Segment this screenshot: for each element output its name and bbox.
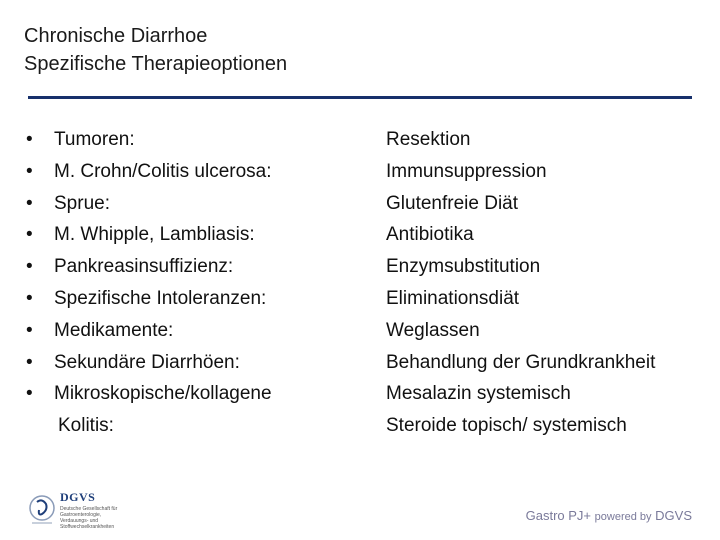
therapy-item: Weglassen [386,319,480,341]
bullet: • [26,383,33,405]
condition-item [26,124,366,156]
slide-title [24,22,287,78]
condition-text: Medikamente: [54,319,174,341]
therapy-item: Immunsuppression [386,160,547,182]
bullet: • [26,224,33,246]
condition-item [26,347,366,379]
condition-text: Mikroskopische/kollagene [54,383,272,405]
bullet: • [26,287,33,309]
condition-item [26,188,366,220]
therapy-item: Eliminationsdiät [386,287,520,309]
condition-text: Tumoren: [54,129,135,150]
therapy-item: Resektion [386,129,471,150]
condition-item [26,315,366,347]
therapy-item: Antibiotika [386,224,474,246]
condition-text: Sprue: [54,192,110,214]
therapy-item: Steroide topisch/ systemisch [386,415,627,437]
therapy-item: Enzymsubstitution [386,256,541,278]
therapy-item: Behandlung der Grundkrankheit [386,351,656,373]
logo-fine-print: Deutsche Gesellschaft für Gastroenterologie, Verdauungs- und Stoffwechselkrankheiten [60,506,118,530]
condition-text: M. Crohn/Colitis ulcerosa: [54,160,272,182]
dgvs-emblem-icon [28,488,58,532]
bullet: • [26,129,33,150]
title-divider [28,96,692,99]
condition-list [26,124,366,442]
footer-brand: Gastro PJ+ [525,508,592,523]
bullet: • [26,256,33,278]
therapy-list [386,124,716,442]
bullet: • [26,160,33,182]
condition-continuation: Kolitis: [58,415,114,437]
title-line-2: Spezifische Therapieoptionen [24,53,288,75]
dgvs-logo [28,488,128,536]
logo-text: DGVS [60,490,96,504]
condition-text: Pankreasinsuffizienz: [54,256,234,278]
condition-text: Sekundäre Diarrhöen: [54,351,240,373]
condition-text: M. Whipple, Lambliasis: [54,224,255,246]
therapy-item: Mesalazin systemisch [386,383,571,405]
condition-text: Spezifische Intoleranzen: [54,287,267,309]
bullet: • [26,192,33,214]
condition-item [26,156,366,188]
condition-item [26,283,366,315]
bullet: • [26,351,33,373]
title-line-1: Chronische Diarrhoe [24,25,208,47]
therapy-item: Glutenfreie Diät [386,192,519,214]
condition-item [26,251,366,283]
footer-org: DGVS [655,508,692,523]
bullet: • [26,319,33,341]
condition-item [26,378,366,410]
footer-credit [526,508,692,523]
footer-powered: powered by [594,511,652,523]
condition-item [26,219,366,251]
